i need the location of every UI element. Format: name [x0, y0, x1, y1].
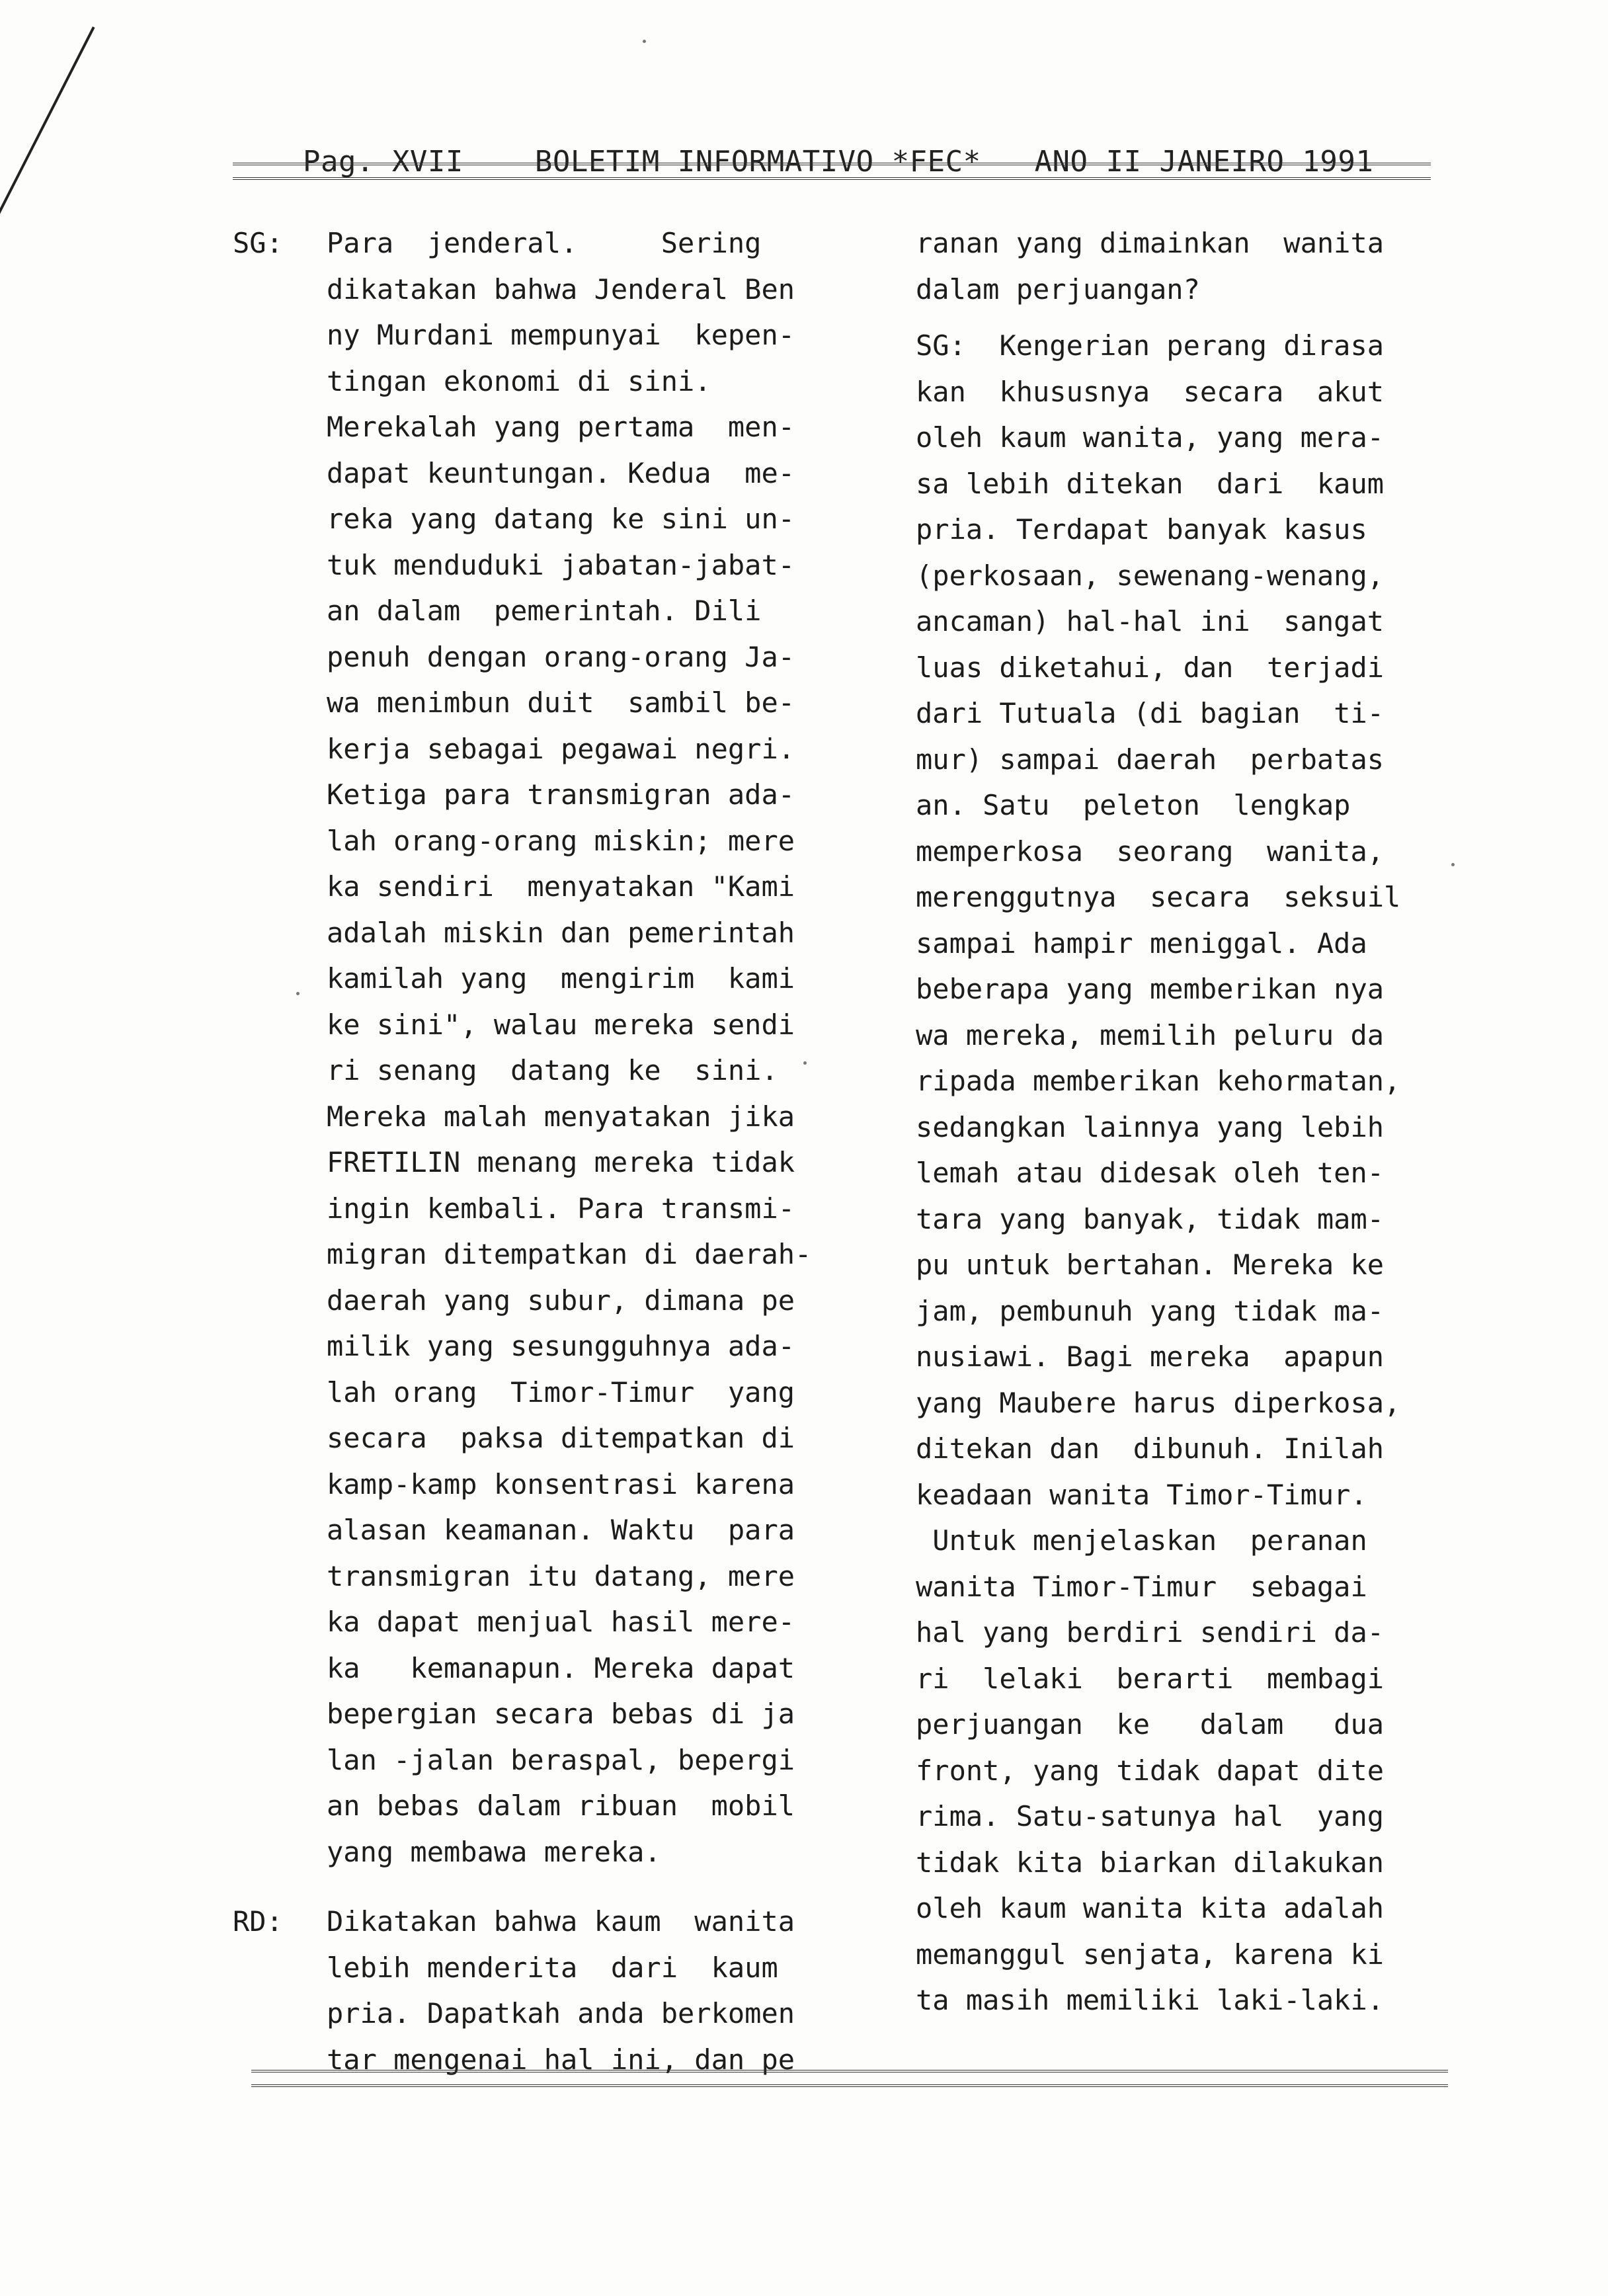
text-line: dapat keuntungan. Kedua me-	[327, 456, 795, 489]
text-line: penuh dengan orang-orang Ja-	[327, 640, 795, 673]
text-line: yang Maubere harus diperkosa,	[916, 1386, 1401, 1419]
text-line: adalah miskin dan pemerintah	[327, 916, 795, 949]
text-line: yang membawa mereka.	[327, 1835, 661, 1868]
scan-speck	[643, 40, 646, 43]
top-double-rule	[233, 163, 1431, 180]
text-line: ny Murdani mempunyai kepen-	[327, 319, 795, 351]
speaker-label: RD:	[233, 1905, 283, 1938]
text-line: bepergian secara bebas di ja	[327, 1698, 795, 1730]
text-line: front, yang tidak dapat dite	[916, 1754, 1385, 1787]
text-line: mur) sampai daerah perbatas	[916, 743, 1385, 776]
scan-speck	[296, 992, 300, 995]
text-line: tara yang banyak, tidak mam-	[916, 1202, 1385, 1235]
bottom-double-rule	[251, 2070, 1448, 2087]
text-line: ri senang datang ke sini.	[327, 1054, 778, 1086]
text-line: merenggutnya secara seksuil	[916, 881, 1401, 913]
text-line: lah orang-orang miskin; mere	[327, 824, 795, 857]
text-line: daerah yang subur, dimana pe	[327, 1284, 795, 1317]
text-line: lemah atau didesak oleh ten-	[916, 1157, 1385, 1189]
text-line: migran ditempatkan di daerah-	[327, 1238, 812, 1270]
left-column	[233, 220, 867, 2082]
text-line: kamp-kamp konsentrasi karena	[327, 1467, 795, 1500]
text-line: FRETILIN menang mereka tidak	[327, 1146, 795, 1178]
text-line: Para jenderal. Sering	[327, 227, 762, 259]
text-line: wa mereka, memilih peluru da	[916, 1018, 1385, 1051]
speaker-label: SG:	[233, 227, 283, 259]
text-line: sampai hampir meniggal. Ada	[916, 926, 1367, 960]
text-line: perjuangan ke dalam dua	[916, 1708, 1385, 1741]
text-line: ripada memberikan kehormatan,	[916, 1065, 1401, 1097]
speech-text	[327, 1899, 867, 2082]
text-line-start: Kengerian perang dirasa	[999, 329, 1385, 362]
scan-mark	[0, 26, 95, 222]
text-line: ka dapat menjual hasil mere-	[327, 1606, 795, 1638]
text-line: beberapa yang memberikan nya	[916, 973, 1385, 1005]
text-line: transmigran itu datang, mere	[327, 1559, 795, 1592]
text-line: dari Tutuala (di bagian ti-	[916, 697, 1385, 729]
text-line: kerja sebagai pegawai negri.	[327, 732, 795, 765]
text-line: hal yang berdiri sendiri da-	[916, 1616, 1385, 1649]
text-line	[916, 323, 1465, 369]
text-line: Merekalah yang pertama men-	[327, 411, 795, 443]
text-line: kamilah yang mengirim kami	[327, 962, 795, 995]
right-column	[916, 220, 1465, 2024]
text-line: sa lebih ditekan dari kaum	[916, 467, 1385, 500]
speaker-block	[233, 1899, 867, 2082]
text-line: ranan yang dimainkan wanita	[916, 227, 1385, 259]
text-line: an bebas dalam ribuan mobil	[327, 1789, 795, 1822]
text-line: dalam perjuangan?	[916, 272, 1200, 306]
text-line: rima. Satu-satunya hal yang	[916, 1800, 1385, 1832]
text-line: milik yang sesungguhnya ada-	[327, 1330, 795, 1362]
paragraph-gap	[233, 1875, 867, 1899]
text-line: keadaan wanita Timor-Timur.	[916, 1478, 1367, 1511]
text-line: oleh kaum wanita, yang mera-	[916, 421, 1385, 454]
text-line: tar mengenai hal ini, dan pe	[327, 2043, 795, 2076]
text-line: wanita Timor-Timur sebagai	[916, 1570, 1367, 1603]
text-line: reka yang datang ke sini un-	[327, 503, 795, 535]
text-line: tuk menduduki jabatan-jabat-	[327, 548, 795, 581]
text-line: ka kemanapun. Mereka dapat	[327, 1651, 795, 1684]
text-line: ancaman) hal-hal ini sangat	[916, 605, 1385, 637]
text-line: pria. Dapatkah anda berkomen	[327, 1997, 795, 2030]
text-line: kan khususnya secara akut	[916, 375, 1385, 408]
speaker-label: SG:	[916, 329, 966, 362]
text-line: Ketiga para transmigran ada-	[327, 778, 795, 811]
text-line: dikatakan bahwa Jenderal Ben	[327, 272, 795, 306]
text-line: memperkosa seorang wanita,	[916, 835, 1385, 868]
text-line: alasan keamanan. Waktu para	[327, 1514, 795, 1546]
text-line: (perkosaan, sewenang-wenang,	[916, 559, 1385, 592]
text-line: luas diketahui, dan terjadi	[916, 651, 1385, 684]
text-line: nusiawi. Bagi mereka apapun	[916, 1340, 1385, 1373]
text-line: an dalam pemerintah. Dili	[327, 594, 762, 627]
text-line: Mereka malah menyatakan jika	[327, 1100, 795, 1133]
text-line: lah orang Timor-Timur yang	[327, 1375, 795, 1409]
text-line: jam, pembunuh yang tidak ma-	[916, 1294, 1385, 1327]
text-line: tingan ekonomi di sini.	[327, 364, 711, 397]
text-line: lebih menderita dari kaum	[327, 1951, 778, 1984]
text-line: Dikatakan bahwa kaum wanita	[327, 1905, 795, 1938]
text-line: ditekan dan dibunuh. Inilah	[916, 1432, 1385, 1465]
scan-speck	[803, 1061, 807, 1065]
text-line: memanggul senjata, karena ki	[916, 1938, 1385, 1971]
text-line: ri lelaki berarti membagi	[916, 1662, 1385, 1695]
scan-speck	[1451, 863, 1455, 866]
text-line: ke sini", walau mereka sendi	[327, 1008, 795, 1041]
speech-text	[327, 220, 867, 1875]
paragraph-gap	[916, 312, 1465, 323]
text-line: Untuk menjelaskan peranan	[916, 1524, 1367, 1557]
text-line: tidak kita biarkan dilakukan	[916, 1846, 1385, 1879]
text-line: ingin kembali. Para transmi-	[327, 1192, 795, 1225]
header-text: Pag. XVII BOLETIM INFORMATIVO *FEC* ANO II JANEIRO 1991	[302, 145, 1374, 179]
speaker-block	[233, 220, 867, 1875]
text-line: ta masih memiliki laki-laki.	[916, 1984, 1385, 2016]
text-line: pria. Terdapat banyak kasus	[916, 513, 1367, 546]
text-line: secara paksa ditempatkan di	[327, 1422, 795, 1454]
text-line: pu untuk bertahan. Mereka ke	[916, 1249, 1385, 1281]
text-line: ka sendiri menyatakan "Kami	[327, 870, 795, 903]
page-header	[231, 111, 1435, 212]
text-line: oleh kaum wanita kita adalah	[916, 1892, 1385, 1924]
text-line: an. Satu peleton lengkap	[916, 789, 1351, 821]
text-line: wa menimbun duit sambil be-	[327, 686, 795, 719]
text-line: lan -jalan beraspal, bepergi	[327, 1743, 795, 1776]
text-line: sedangkan lainnya yang lebih	[916, 1110, 1385, 1143]
